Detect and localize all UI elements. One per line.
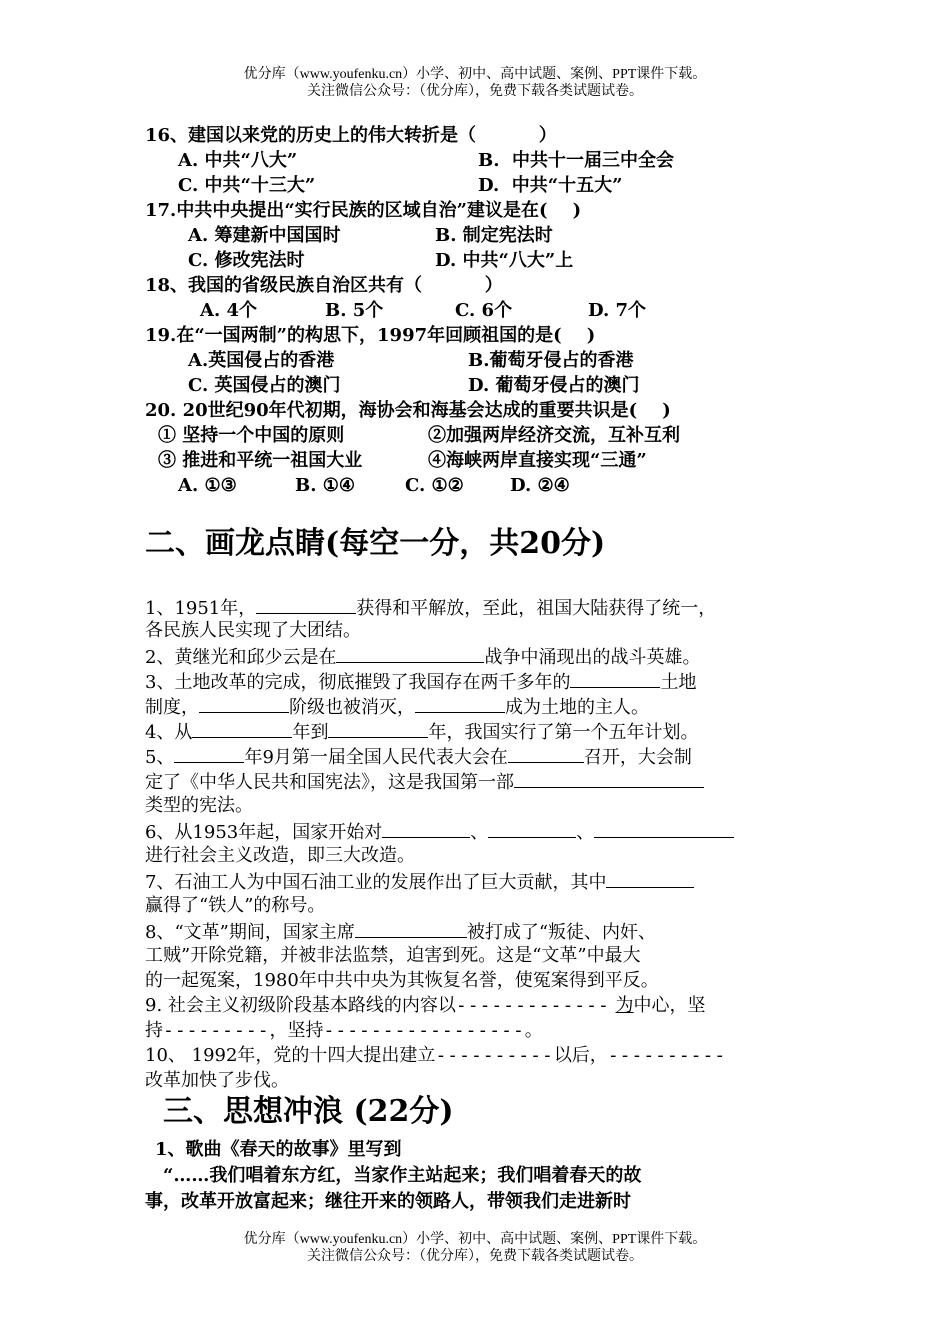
fill-q9-line2 <box>145 1019 543 1043</box>
footer-line-2: 关注微信公众号：（优分库），免费下载各类试题试卷。 <box>307 1249 643 1264</box>
question-18: 18、我国的省级民族自治区共有（ ） <box>145 275 503 296</box>
blank[interactable] <box>382 819 470 838</box>
q20-option-d: D. ②④ <box>510 475 570 496</box>
fill-q5-line3: 类型的宪法。 <box>145 795 253 816</box>
q16-option-d: D. 中共“十五大” <box>478 175 623 196</box>
fill-q5-line2 <box>145 769 704 793</box>
fill-q7-line2: 赢得了“铁人”的称号。 <box>145 895 326 916</box>
question-17: 17.中共中央提出“实行民族的区域自治”建议是在( ) <box>145 200 582 221</box>
q20-option-b: B. ①④ <box>295 475 356 496</box>
fill-q6-line2: 进行社会主义改造，即三大改造。 <box>145 845 415 866</box>
q19-option-b: B.葡萄牙侵占的香港 <box>468 350 634 371</box>
fill-q5-text: 5、 <box>145 747 175 768</box>
blank[interactable] <box>355 919 467 938</box>
q20-statement-2: ②加强两岸经济交流，互补互利 <box>428 425 680 446</box>
section-3-title: 三、思想冲浪 (22分) <box>163 1094 454 1129</box>
section-3-quote-line2: 事，改革开放富起来；继往开来的领路人，带领我们走进新时 <box>145 1191 631 1212</box>
fill-q8-line1 <box>145 919 656 943</box>
q20-statement-1: ① 坚持一个中国的原则 <box>158 425 345 446</box>
blank[interactable] <box>192 719 292 738</box>
fill-q1-line1 <box>145 595 716 619</box>
blank[interactable] <box>488 819 576 838</box>
fill-q4-text: 年到 <box>292 722 329 743</box>
section-3-q1: 1、歌曲《春天的故事》里写到 <box>155 1139 402 1160</box>
fill-q6-text: 、 <box>470 822 489 843</box>
fill-q10-line2: 改革加快了步伐。 <box>145 1070 289 1091</box>
page-footer <box>0 1231 950 1265</box>
fill-q8-line2: 工贼”开除党籍，并被非法监禁，迫害到死。这是“文革”中最大 <box>145 945 641 966</box>
fill-q6-text: 、 <box>576 822 595 843</box>
fill-q9-line1 <box>145 994 706 1018</box>
fill-q1-text: 获得和平解放，至此，祖国大陆获得了统一， <box>356 598 717 619</box>
blank[interactable] <box>415 694 505 713</box>
fill-q3-line1 <box>145 669 696 693</box>
blank[interactable]: ---------- <box>607 1045 727 1066</box>
fill-q10-line1 <box>145 1044 726 1068</box>
blank[interactable] <box>328 719 428 738</box>
fill-q2 <box>145 644 700 668</box>
fill-q3-text: 土地 <box>660 672 697 693</box>
blank[interactable]: ----------------- <box>323 1020 525 1041</box>
blank[interactable] <box>514 769 704 788</box>
blank[interactable]: --------- <box>163 1020 270 1041</box>
q17-option-b: B. 制定宪法时 <box>435 225 553 246</box>
section-2-title: 二、画龙点睛(每空一分，共20分) <box>145 526 606 561</box>
fill-q6-text: 6、从1953年起，国家开始对 <box>145 822 383 843</box>
q19-option-a: A.英国侵占的香港 <box>188 350 335 371</box>
fill-q5-text: 定了《中华人民共和国宪法》，这是我国第一部 <box>145 772 514 793</box>
q18-option-b: B. 5个 <box>325 300 384 321</box>
fill-q5-text: 年9月第一届全国人民代表大会在 <box>244 747 508 768</box>
fill-q3-text: 阶级也被消灭， <box>289 697 415 718</box>
q17-option-c: C. 修改宪法时 <box>188 250 305 271</box>
blank[interactable] <box>256 595 356 614</box>
header-line-1: 优分库（www.youfenku.cn）小学、初中、高中试题、案例、PPT课件下载。 <box>243 67 707 82</box>
fill-q10-text: 以后， <box>553 1045 608 1066</box>
fill-q9-text: 为 <box>615 995 634 1016</box>
fill-q9-text: 持 <box>145 1020 163 1041</box>
blank[interactable] <box>508 744 584 763</box>
blank[interactable] <box>594 819 734 838</box>
q19-option-d: D. 葡萄牙侵占的澳门 <box>468 375 640 396</box>
fill-q2-text: 2、黄继光和邱少云是在 <box>145 647 337 668</box>
fill-q2-text: 战争中涌现出的战斗英雄。 <box>484 647 701 668</box>
fill-q8-line3: 的一起冤案，1980年中共中央为其恢复名誉，使冤案得到平反。 <box>145 970 659 991</box>
fill-q4-text: 4、从 <box>145 722 193 743</box>
fill-q7-text: 7、石油工人为中国石油工业的发展作出了巨大贡献，其中 <box>145 872 607 893</box>
blank[interactable] <box>570 669 660 688</box>
q18-option-d: D. 7个 <box>588 300 647 321</box>
fill-q3-text: 3、土地改革的完成，彻底摧毁了我国存在两千多年的 <box>145 672 571 693</box>
fill-q9-text: 。 <box>524 1020 543 1041</box>
q16-option-c: C. 中共“十三大” <box>178 175 316 196</box>
q18-option-a: A. 4个 <box>200 300 258 321</box>
fill-q5-text: 召开，大会制 <box>583 747 692 768</box>
fill-q9-text: 中心，坚 <box>633 995 706 1016</box>
page-header <box>0 66 950 100</box>
fill-q4-text: 年，我国实行了第一个五年计划。 <box>428 722 699 743</box>
q20-option-c: C. ①② <box>405 475 464 496</box>
fill-q1-text: 1、1951年， <box>145 598 257 619</box>
fill-q1-line2: 各民族人民实现了大团结。 <box>145 620 361 641</box>
q18-option-c: C. 6个 <box>455 300 513 321</box>
fill-q5-line1 <box>145 744 692 768</box>
header-line-2: 关注微信公众号：（优分库），免费下载各类试题试卷。 <box>307 84 643 99</box>
question-20: 20. 20世纪90年代初期，海协会和海基会达成的重要共识是( ) <box>145 400 671 421</box>
blank[interactable]: ---------- <box>435 1045 554 1066</box>
fill-q9-text: 9. 社会主义初级阶段基本路线的内容以 <box>145 995 456 1016</box>
fill-q7-line1 <box>145 869 694 893</box>
blank[interactable] <box>199 694 289 713</box>
question-16: 16、建国以来党的历史上的伟大转折是（ ） <box>145 125 557 146</box>
q19-option-c: C. 英国侵占的澳门 <box>188 375 341 396</box>
q20-statement-3: ③ 推进和平统一祖国大业 <box>158 450 363 471</box>
q16-option-a: A. 中共“八大” <box>178 150 298 171</box>
q20-statement-4: ④海峡两岸直接实现“三通” <box>428 450 647 471</box>
q17-option-a: A. 筹建新中国国时 <box>188 225 341 246</box>
fill-q8-text: 被打成了“叛徒、内奸、 <box>466 922 657 943</box>
blank[interactable] <box>336 644 484 663</box>
fill-q10-text: 10、 1992年，党的十四大提出建立 <box>145 1045 436 1066</box>
q17-option-d: D. 中共“八大”上 <box>435 250 574 271</box>
q16-option-b: B. 中共十一届三中全会 <box>478 150 675 171</box>
fill-q3-line2 <box>145 694 649 718</box>
fill-q4 <box>145 719 698 743</box>
fill-q8-text: 8、“文革”期间，国家主席 <box>145 922 355 943</box>
blank[interactable] <box>606 869 694 888</box>
blank[interactable] <box>174 744 244 763</box>
section-3-quote-line1: “……我们唱着东方红，当家作主站起来；我们唱着春天的故 <box>163 1165 642 1186</box>
fill-q3-text: 制度， <box>145 697 199 718</box>
q20-option-a: A. ①③ <box>178 475 237 496</box>
fill-q9-text: ，坚持 <box>269 1020 324 1041</box>
question-19: 19.在“一国两制”的构思下，1997年回顾祖国的是( ) <box>145 325 596 346</box>
footer-line-1: 优分库（www.youfenku.cn）小学、初中、高中试题、案例、PPT课件下载。 <box>243 1232 707 1247</box>
fill-q6-line1 <box>145 819 734 843</box>
blank[interactable]: ------------- <box>455 995 610 1016</box>
fill-q3-text: 成为土地的主人。 <box>505 697 649 718</box>
